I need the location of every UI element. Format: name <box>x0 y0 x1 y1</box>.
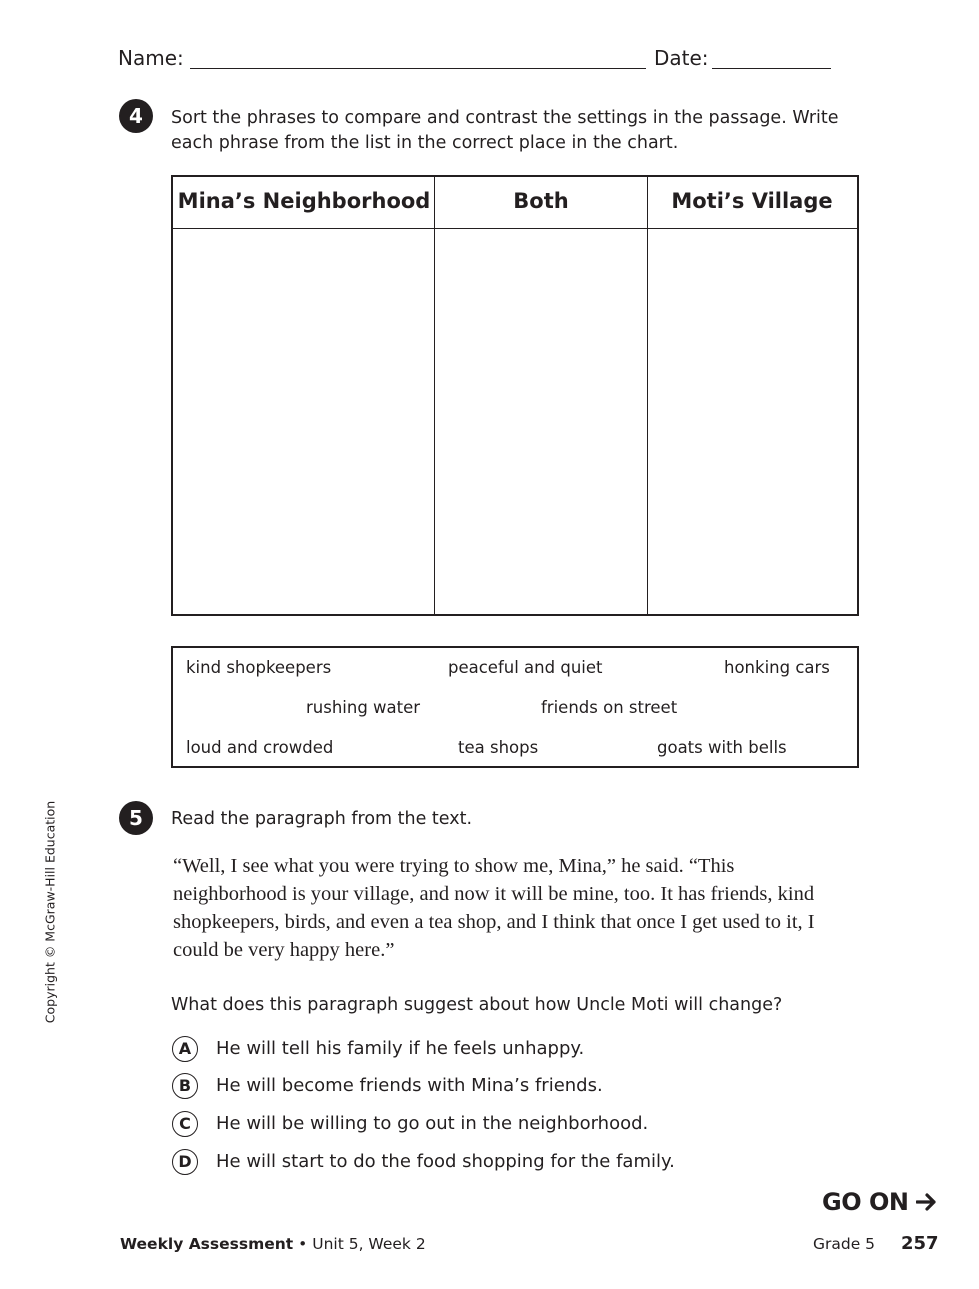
date-field[interactable] <box>712 68 831 69</box>
name-field[interactable] <box>190 68 646 69</box>
go-on-indicator <box>822 1188 938 1216</box>
option-d-text: He will start to do the food shopping for the family. <box>216 1151 675 1172</box>
phrase-item: honking cars <box>724 658 830 677</box>
arrow-right-icon <box>916 1193 938 1211</box>
phrase-item: peaceful and quiet <box>448 658 603 677</box>
passage-excerpt: “Well, I see what you were trying to show me, Mina,” he said. “This neighborhood is your village, and now it will be mine, too. It has friends, kind shopkeepers, birds, and even a tea shop, and I think that once I get used to it, I could be very happy here.” <box>173 855 815 961</box>
go-on-label: GO ON <box>822 1188 909 1216</box>
date-label: Date: <box>654 46 709 70</box>
option-c-text: He will be willing to go out in the neighborhood. <box>216 1113 649 1134</box>
option-a-bubble[interactable]: A <box>172 1036 198 1062</box>
phrase-item: kind shopkeepers <box>186 658 332 677</box>
column-divider <box>647 177 648 614</box>
option-c-bubble[interactable]: C <box>172 1111 198 1137</box>
option-a-text: He will tell his family if he feels unhappy. <box>216 1038 585 1059</box>
header-divider <box>173 228 857 229</box>
phrase-item: goats with bells <box>657 738 787 757</box>
footer-assessment-info <box>120 1235 426 1253</box>
column-header-motis-village: Moti’s Village <box>671 189 833 213</box>
page-number: 257 <box>901 1233 939 1254</box>
question-4-prompt: Sort the phrases to compare and contrast the settings in the passage. Write each phrase from the list in the correct place in the chart. <box>171 108 839 153</box>
motis-village-answer-area[interactable] <box>649 230 857 614</box>
unit-week-label: Unit 5, Week 2 <box>312 1235 426 1253</box>
both-answer-area[interactable] <box>436 230 646 614</box>
phrase-item: rushing water <box>306 698 421 717</box>
assessment-label: Weekly Assessment <box>120 1235 294 1253</box>
option-b-bubble[interactable]: B <box>172 1073 198 1099</box>
column-header-minas-neighborhood: Mina’s Neighborhood <box>177 189 431 213</box>
name-label: Name: <box>118 46 184 70</box>
option-d-bubble[interactable]: D <box>172 1149 198 1175</box>
column-divider <box>434 177 435 614</box>
question-5-number: 5 <box>119 801 153 835</box>
minas-neighborhood-answer-area[interactable] <box>173 230 434 614</box>
question-4-number: 4 <box>119 99 153 133</box>
phrase-item: tea shops <box>458 738 539 757</box>
phrase-item: friends on street <box>541 698 678 717</box>
copyright-notice: Copyright © McGraw-Hill Education <box>42 800 58 1024</box>
phrase-bank <box>171 646 859 768</box>
bullet-separator: • <box>298 1235 313 1253</box>
question-5-stem: What does this paragraph suggest about how Uncle Moti will change? <box>171 995 783 1015</box>
question-5-intro: Read the paragraph from the text. <box>171 809 473 829</box>
column-header-both: Both <box>513 189 569 213</box>
option-b-text: He will become friends with Mina’s friends. <box>216 1075 603 1096</box>
grade-label: Grade 5 <box>813 1235 876 1253</box>
phrase-item: loud and crowded <box>186 738 334 757</box>
compare-contrast-chart <box>171 175 859 616</box>
